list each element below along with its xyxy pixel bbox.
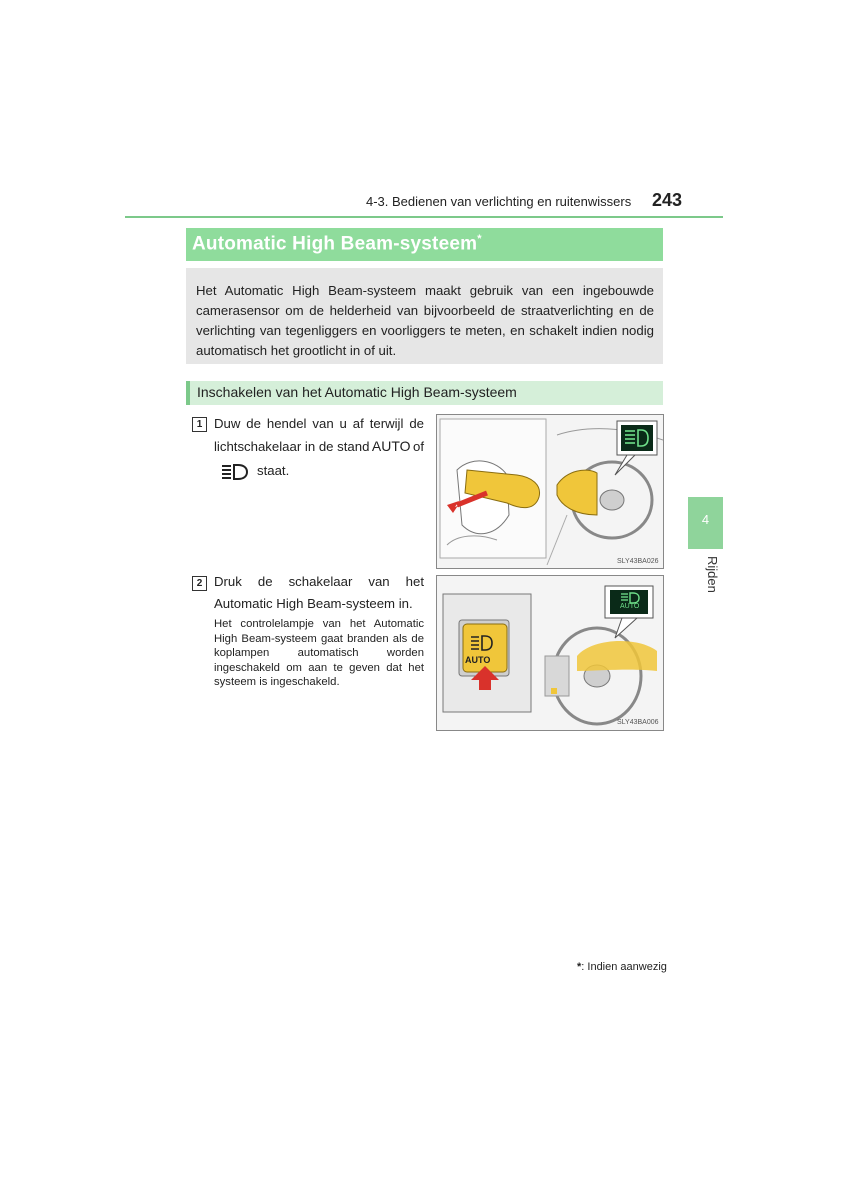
intro-text: Het Automatic High Beam-systeem maakt gebruik van een ingebouwde camerasensor om de helderheid van bijvoorbeeld de straatverlichting en de verlichting van tegenliggers en voorliggers te meten, en schakelt indien nodig automatisch het grootlicht in of uit. <box>196 283 654 358</box>
chapter-tab-number: 4 <box>701 512 710 527</box>
figure-1-code: SLY43BA026 <box>617 558 659 565</box>
header-section-title: 4-3. Bedienen van verlichting en ruitenwissers <box>366 194 632 209</box>
step-1-line-3: staat. <box>257 463 290 478</box>
step-1-number: 1 <box>192 417 207 432</box>
step-2-note: Het controlelampje van het Automatic High Beam-systeem gaat branden als de koplampen automatisch worden ingeschakeld om aan te geven dat het systeem is ingeschakeld. <box>214 618 424 688</box>
page-number: 243 <box>652 190 683 210</box>
title-footnote-marker: * <box>477 233 482 245</box>
header-divider <box>125 216 723 218</box>
chapter-tab-label: Rijden <box>705 556 720 593</box>
figure-lever-push <box>436 414 664 569</box>
section-heading-accent <box>186 381 190 405</box>
section-heading: Inschakelen van het Automatic High Beam-systeem <box>197 384 517 400</box>
indicator-auto-label: AUTO <box>620 603 640 610</box>
step-1-line-1: Duw de hendel van u af terwijl de <box>214 416 424 431</box>
page-title <box>192 233 482 255</box>
footnote-marker: * <box>577 961 582 973</box>
page-title-text: Automatic High Beam-systeem <box>192 233 478 255</box>
step-2-text: Druk de schakelaar van het Automatic High Beam-systeem in. <box>214 574 424 611</box>
auto-high-beam-icon <box>220 462 250 482</box>
step-1-text <box>214 413 424 458</box>
step-1-line-2-post: of <box>413 439 424 454</box>
button-illustration <box>437 576 663 730</box>
figure-2-code: SLY43BA006 <box>617 719 659 726</box>
step-1-line-2 <box>214 435 424 458</box>
lever-illustration <box>437 415 663 568</box>
auto-position-label: AUTO <box>371 438 411 454</box>
footnote-text: : Indien aanwezig <box>581 961 667 973</box>
footnote <box>577 961 667 973</box>
figure-auto-button <box>436 575 664 731</box>
auto-button-label: AUTO <box>465 655 491 665</box>
step-1-line-2-pre: lichtschakelaar in de stand <box>214 439 370 454</box>
step-2-number: 2 <box>192 576 207 591</box>
